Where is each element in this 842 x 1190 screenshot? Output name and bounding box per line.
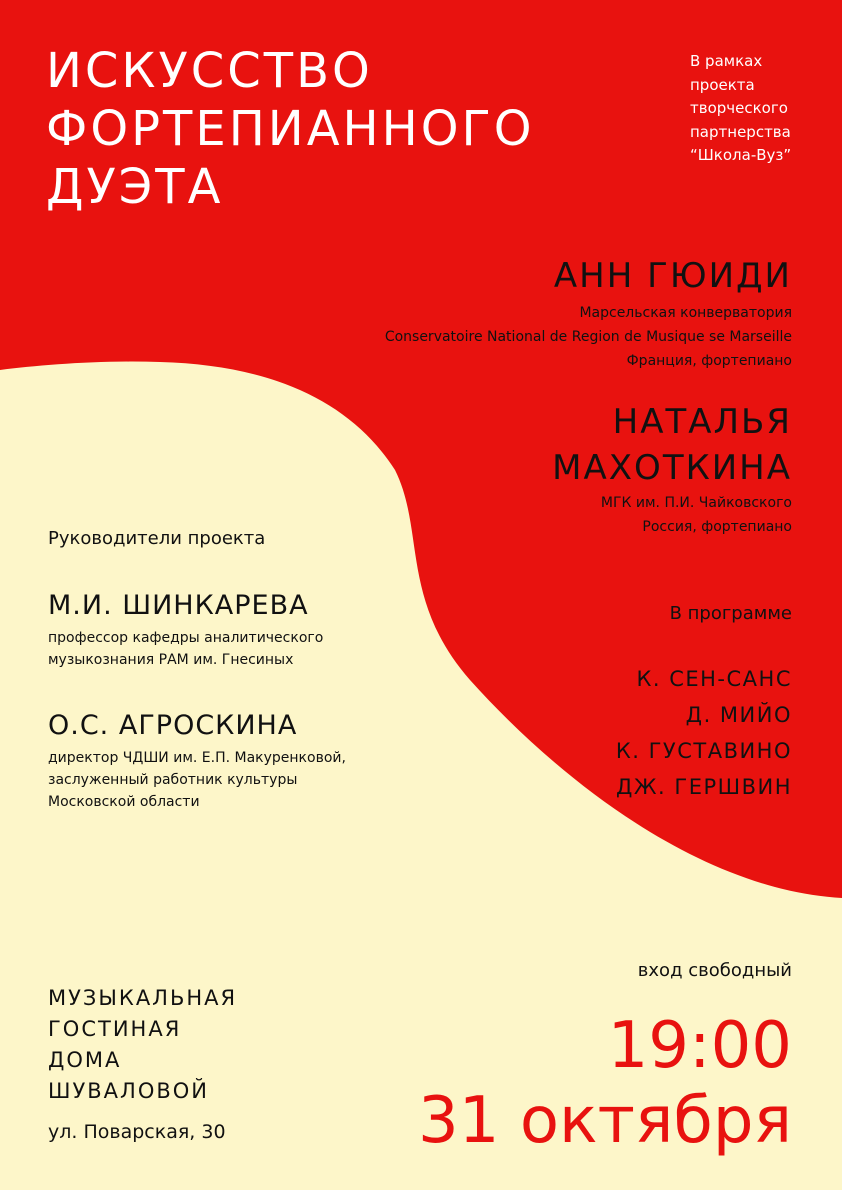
composer: К. ГУСТАВИНО	[615, 739, 792, 763]
partnership-line: партнерства	[690, 122, 791, 141]
title-line: ИСКУССТВО	[46, 43, 373, 99]
venue-line: ГОСТИНАЯ	[48, 1017, 182, 1041]
performer-info: Франция, фортепиано	[626, 353, 792, 369]
performer-name: НАТАЛЬЯ	[612, 402, 792, 442]
venue-line: МУЗЫКАЛЬНАЯ	[48, 986, 238, 1010]
leader-info: Московской области	[48, 794, 200, 810]
performer-info: Россия, фортепиано	[642, 519, 792, 535]
leader-info: музыкознания РАМ им. Гнесиных	[48, 652, 294, 668]
leader-info: профессор кафедры аналитического	[48, 630, 324, 646]
title-line: ДУЭТА	[46, 159, 224, 215]
composer: ДЖ. ГЕРШВИН	[616, 775, 792, 799]
performer-info: МГК им. П.И. Чайковского	[600, 495, 792, 511]
leader-info: заслуженный работник культуры	[48, 772, 298, 788]
partnership-note	[690, 50, 830, 168]
leaders-heading: Руководители проекта	[48, 528, 266, 549]
program-heading: В программе	[669, 603, 792, 624]
performer-name: МАХОТКИНА	[552, 448, 792, 488]
performer-info: Conservatoire National de Region de Musique se Marseille	[384, 329, 792, 345]
composer: К. СЕН-САНС	[636, 667, 792, 691]
performer-info: Марсельская конверватория	[579, 305, 792, 321]
performer-2	[552, 403, 792, 539]
partnership-line: проекта	[690, 75, 755, 94]
composer: Д. МИЙО	[685, 703, 792, 727]
poster-title	[46, 42, 606, 216]
venue-line: ДОМА	[48, 1048, 122, 1072]
partnership-line: творческого	[690, 99, 788, 117]
performer-1	[385, 257, 792, 373]
venue-line: ШУВАЛОВОЙ	[48, 1079, 209, 1103]
leader-name: М.И. ШИНКАРЕВА	[48, 590, 309, 621]
event-time: 19:00	[607, 1009, 792, 1083]
leader-2	[48, 710, 346, 813]
entry-note: вход свободный	[637, 960, 792, 981]
title-line: ФОРТЕПИАННОГО	[46, 101, 535, 157]
leader-info: директор ЧДШИ им. Е.П. Макуренковой,	[48, 750, 346, 766]
venue-address: ул. Поварская, 30	[48, 1121, 226, 1143]
program-list	[616, 661, 792, 805]
leader-1	[48, 590, 323, 671]
leader-name: О.С. АГРОСКИНА	[48, 710, 298, 741]
partnership-line: “Школа-Вуз”	[690, 146, 792, 164]
venue-name	[48, 983, 237, 1107]
event-date: 31 октября	[418, 1084, 792, 1158]
partnership-line: В рамках	[690, 52, 763, 70]
performer-name: АНН ГЮИДИ	[553, 256, 792, 296]
